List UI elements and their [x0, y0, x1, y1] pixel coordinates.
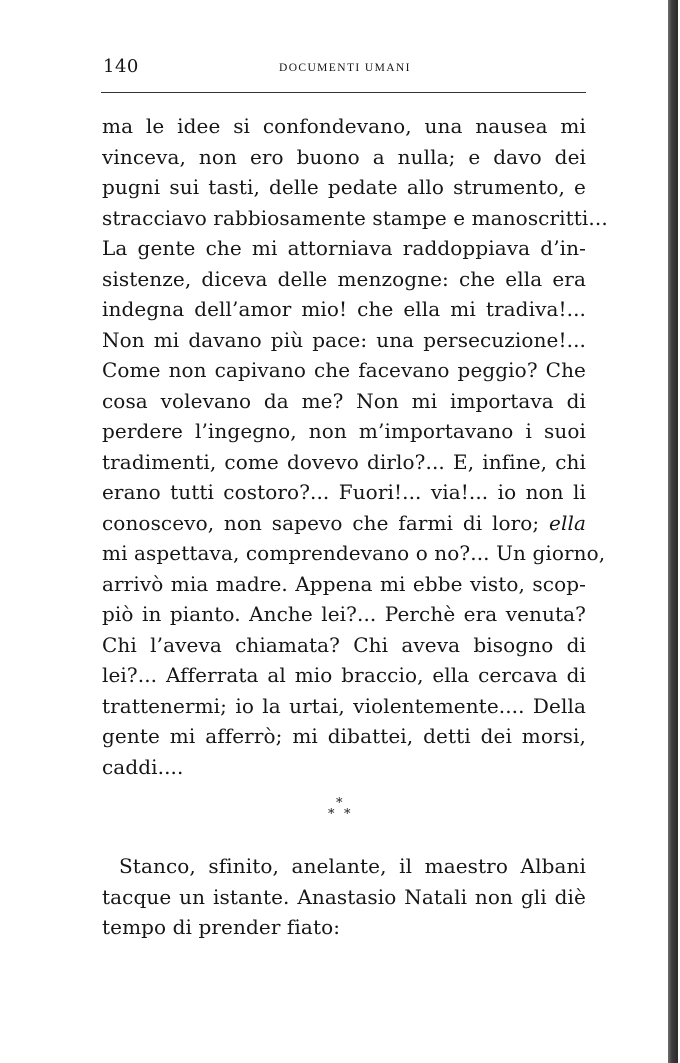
- running-title: DOCUMENTI UMANI: [279, 62, 411, 74]
- text-line: [102, 569, 586, 600]
- text-segment: mi aspettava, comprendevano o no?... Un giorno,: [102, 541, 606, 565]
- text-line: [102, 691, 586, 722]
- text-segment: caddi....: [102, 754, 184, 779]
- text-line: [102, 630, 586, 661]
- text-segment: lei?... Afferrata al mio braccio, ella cercava di: [102, 663, 586, 687]
- text-line: [102, 447, 586, 478]
- text-segment: arrivò mia madre. Appena mi ebbe visto, scop-: [102, 571, 586, 596]
- text-segment: indegna dell’amor mio! che ella mi tradiva!...: [102, 297, 586, 321]
- text-line: [102, 355, 586, 386]
- text-line: [102, 416, 586, 447]
- text-line: [102, 508, 586, 539]
- text-segment: stracciavo rabbiosamente stampe e manoscritti...: [102, 205, 608, 230]
- text-line: [102, 721, 586, 752]
- asterism-star: *: [328, 807, 335, 822]
- header-rule: [101, 92, 586, 93]
- text-line: [102, 142, 586, 173]
- asterism-star: *: [344, 807, 351, 822]
- text-line: [102, 172, 586, 203]
- italic-word: ella: [549, 510, 586, 535]
- text-line: [102, 294, 586, 325]
- text-segment: La gente che mi attorniava raddoppiava d’in-: [102, 236, 586, 260]
- text-line: [102, 599, 586, 630]
- text-segment: piò in pianto. Anche lei?... Perchè era venuta?: [102, 602, 586, 626]
- text-line: [102, 752, 586, 783]
- paragraph-1: [102, 111, 608, 782]
- asterism-divider: [320, 796, 364, 826]
- asterism-star: *: [336, 796, 343, 811]
- text-line: [102, 111, 586, 142]
- text-line: [102, 233, 586, 264]
- binding-shadow: [668, 0, 678, 1063]
- text-line: tempo di prender fiato:: [102, 915, 341, 939]
- text-line: Stanco, sfinito, anelante, il maestro Albani: [119, 854, 586, 878]
- text-segment: gente mi afferrò; mi dibattei, detti dei morsi,: [102, 724, 586, 748]
- paragraph-2: [102, 851, 586, 943]
- text-segment: Come non capivano che facevano peggio? Che: [102, 358, 586, 382]
- text-segment: perdere l’ingegno, non m’importavano i suoi: [102, 419, 586, 443]
- page-edge: [636, 0, 680, 1063]
- text-line: [102, 660, 586, 691]
- text-segment: ma le idee si confondevano, una nausea mi: [102, 114, 586, 138]
- text-line: [102, 386, 586, 417]
- text-segment: sistenze, diceva delle menzogne: che ella era: [102, 266, 586, 291]
- text-segment: trattenermi; io la urtai, violentemente.... Della: [102, 693, 586, 718]
- text-line: [102, 477, 586, 508]
- text-segment: erano tutti costoro?... Fuori!... via!... io non li: [102, 480, 586, 504]
- text-line: tacque un istante. Anastasio Natali non gli diè: [102, 884, 586, 909]
- text-line: [102, 325, 586, 356]
- text-segment: tradimenti, come dovevo dirlo?... E, infine, chi: [102, 449, 586, 474]
- text-segment: cosa volevano da me? Non mi importava di: [102, 388, 586, 413]
- text-segment: Chi l’aveva chiamata? Chi aveva bisogno di: [102, 632, 586, 657]
- text-segment: vinceva, non ero buono a nulla; e davo dei: [102, 144, 586, 169]
- text-segment: conoscevo, non sapevo che farmi di loro;: [102, 510, 540, 535]
- text-line: [102, 264, 586, 295]
- page-header: [101, 56, 586, 80]
- text-line: [102, 538, 606, 569]
- text-line: [102, 203, 608, 234]
- text-segment: pugni sui tasti, delle pedate allo strumento, e: [102, 175, 586, 199]
- text-segment: Non mi davano più pace: una persecuzione!...: [102, 327, 586, 352]
- page-number: 140: [103, 56, 139, 77]
